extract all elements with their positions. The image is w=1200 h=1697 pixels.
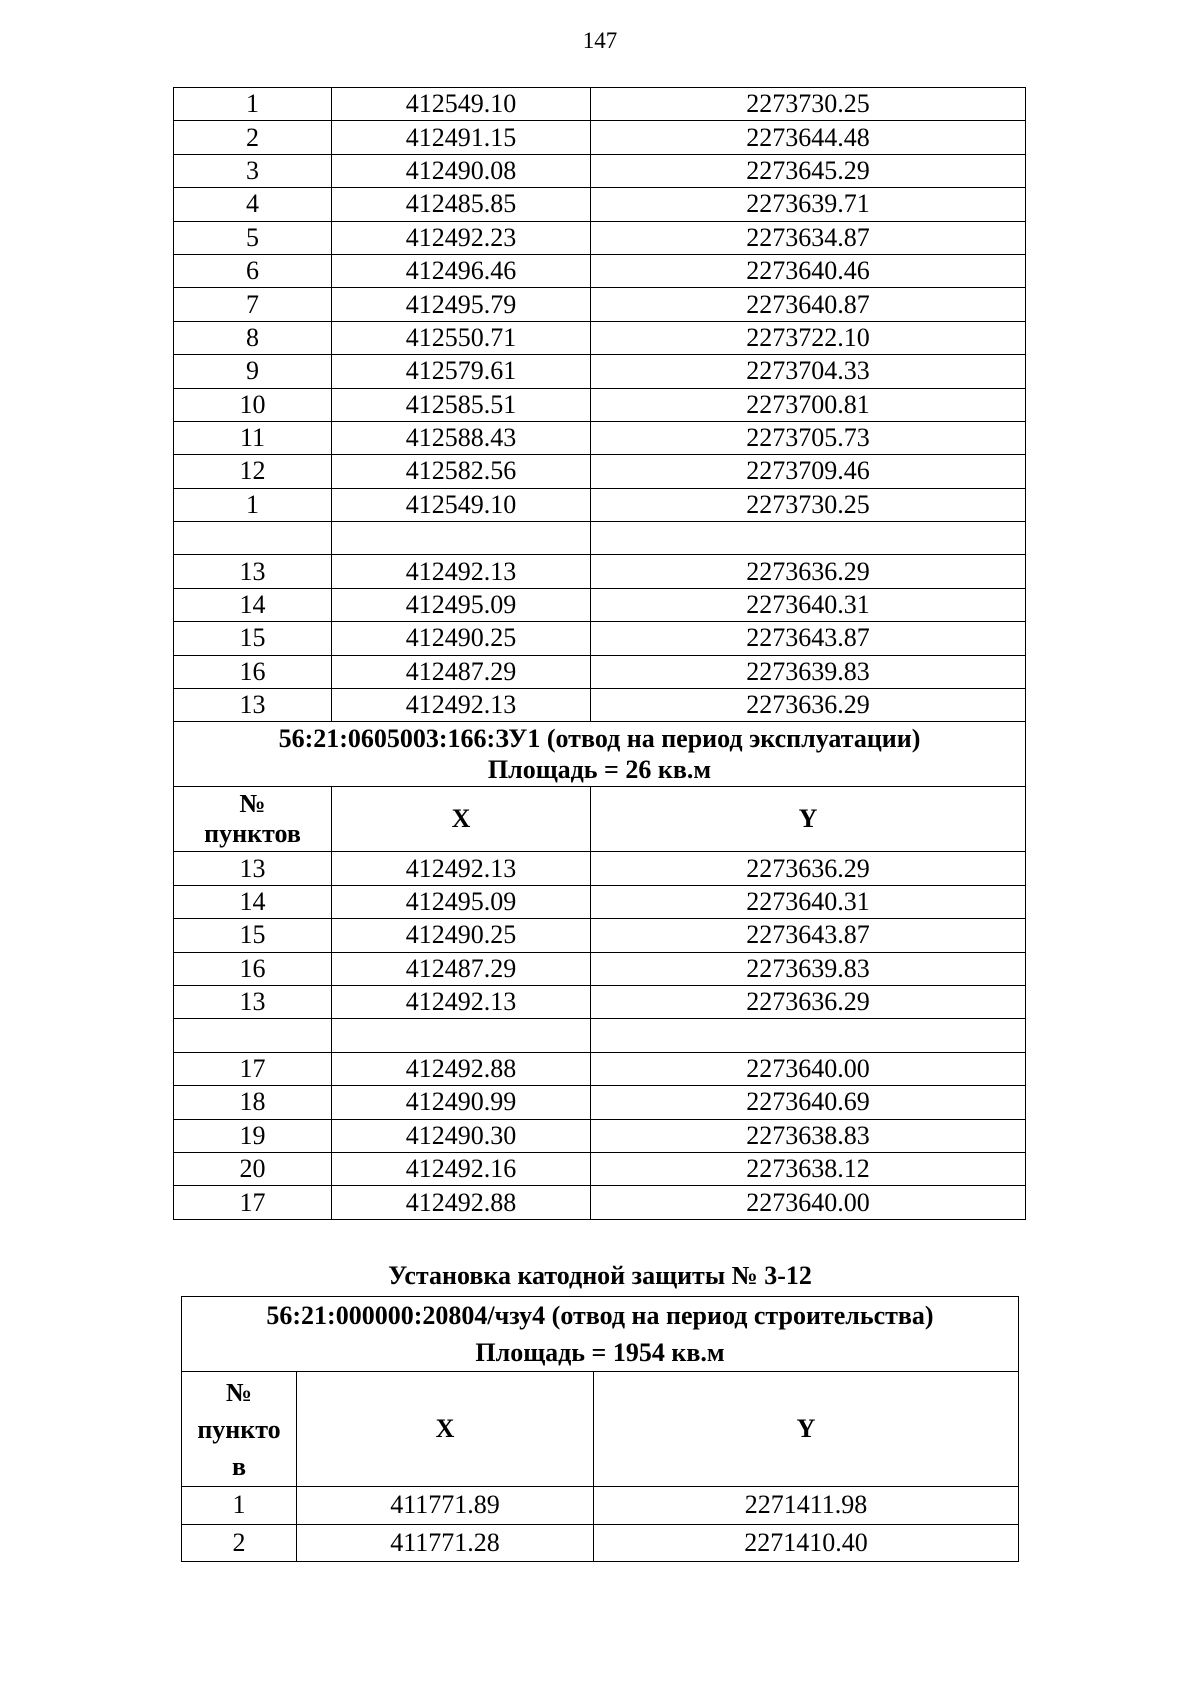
table-row [174,1119,1026,1152]
table2-section-area: Площадь = 1954 кв.м [475,1338,725,1367]
y-cell: 2273638.12 [591,1152,1026,1185]
point-number-cell: 17 [174,1052,332,1085]
table-row [174,555,1026,588]
x-cell: 412495.09 [332,588,591,621]
x-cell: 412492.88 [332,1186,591,1219]
table2-header-n-line1: № [225,1377,253,1407]
table1-section-row [174,722,1026,787]
table2-section-title: 56:21:000000:20804/чзу4 (отвод на период строительства) [266,1301,934,1330]
table-row [182,1487,1019,1525]
table2-header-y: Y [594,1372,1019,1487]
y-cell: 2273730.25 [591,488,1026,521]
y-cell: 2273643.87 [591,919,1026,952]
point-number-cell: 8 [174,321,332,354]
table2-header-n-line3: в [231,1451,247,1481]
x-cell: 412492.13 [332,852,591,885]
table-row [174,1052,1026,1085]
point-number-cell: 4 [174,188,332,221]
table-row [174,1152,1026,1185]
table-row [174,522,1026,555]
point-number-cell: 1 [182,1487,297,1525]
table-row [174,689,1026,722]
x-cell: 412492.23 [332,221,591,254]
y-cell: 2273645.29 [591,154,1026,187]
x-cell: 412485.85 [332,188,591,221]
x-cell: 412491.15 [332,121,591,154]
table1-header-n-line1: № [239,789,266,819]
table-row [182,1524,1019,1562]
table-row [174,254,1026,287]
table1-header-row [174,787,1026,852]
y-cell: 2273636.29 [591,985,1026,1018]
table-row [174,421,1026,454]
x-cell: 412490.99 [332,1086,591,1119]
table-row [174,121,1026,154]
table-row [174,1086,1026,1119]
y-cell: 2273700.81 [591,388,1026,421]
table1-top-rows [174,88,1026,722]
point-number-cell: 20 [174,1152,332,1185]
x-cell: 412549.10 [332,488,591,521]
y-cell [591,522,1026,555]
x-cell: 412492.13 [332,985,591,1018]
point-number-cell: 13 [174,689,332,722]
y-cell: 2273634.87 [591,221,1026,254]
table2-header-row [182,1372,1019,1487]
x-cell: 412490.30 [332,1119,591,1152]
table2-section-row [182,1297,1019,1372]
table-row [174,88,1026,121]
point-number-cell: 5 [174,221,332,254]
table-row [174,488,1026,521]
y-cell: 2271410.40 [594,1524,1019,1562]
point-number-cell: 14 [174,885,332,918]
table2-header-n-line2: пункто [197,1414,281,1444]
y-cell: 2273640.46 [591,254,1026,287]
x-cell [332,522,591,555]
table1-header-n-line2: пунктов [204,819,301,849]
point-number-cell: 15 [174,919,332,952]
point-number-cell: 12 [174,455,332,488]
table-row [174,655,1026,688]
table2-section-cell [182,1297,1019,1372]
point-number-cell: 1 [174,88,332,121]
y-cell: 2273640.87 [591,288,1026,321]
section-heading: Установка катодной защиты № 3-12 [388,1261,812,1290]
table-row [174,455,1026,488]
point-number-cell: 11 [174,421,332,454]
table1-section-title: 56:21:0605003:166:ЗУ1 (отвод на период эксплуатации) [278,724,921,754]
point-number-cell [174,1019,332,1052]
table-row [174,952,1026,985]
point-number-cell: 6 [174,254,332,287]
point-number-cell: 2 [174,121,332,154]
coordinates-table-1 [173,87,1026,1220]
table1-section-cell [174,722,1026,787]
y-cell: 2273709.46 [591,455,1026,488]
point-number-cell: 3 [174,154,332,187]
y-cell: 2273636.29 [591,852,1026,885]
table1-bottom-rows [174,852,1026,1219]
x-cell: 411771.28 [297,1524,594,1562]
table2-header-point-number [182,1372,297,1487]
x-cell: 412490.25 [332,622,591,655]
point-number-cell: 16 [174,655,332,688]
x-cell: 412492.13 [332,689,591,722]
point-number-cell: 10 [174,388,332,421]
y-cell: 2273643.87 [591,622,1026,655]
point-number-cell: 13 [174,852,332,885]
table-row [174,885,1026,918]
y-cell: 2273636.29 [591,689,1026,722]
coordinates-table-2 [181,1296,1019,1562]
y-cell: 2273640.69 [591,1086,1026,1119]
table2-header-x: X [297,1372,594,1487]
point-number-cell: 15 [174,622,332,655]
table2-rows [182,1487,1019,1562]
y-cell: 2273640.31 [591,588,1026,621]
table1-section-area: Площадь = 26 кв.м [487,755,712,785]
table-row [174,288,1026,321]
table-row [174,188,1026,221]
y-cell: 2273640.00 [591,1052,1026,1085]
point-number-cell: 7 [174,288,332,321]
y-cell: 2273640.31 [591,885,1026,918]
table-row [174,588,1026,621]
x-cell: 412585.51 [332,388,591,421]
x-cell: 412490.25 [332,919,591,952]
x-cell: 412495.79 [332,288,591,321]
y-cell: 2273638.83 [591,1119,1026,1152]
point-number-cell: 19 [174,1119,332,1152]
x-cell: 412549.10 [332,88,591,121]
x-cell: 412492.88 [332,1052,591,1085]
table1-header-point-number [174,787,332,852]
point-number-cell: 2 [182,1524,297,1562]
x-cell: 412495.09 [332,885,591,918]
table-row [174,919,1026,952]
table-row [174,1019,1026,1052]
point-number-cell: 1 [174,488,332,521]
y-cell: 2273636.29 [591,555,1026,588]
x-cell: 412492.16 [332,1152,591,1185]
x-cell: 412588.43 [332,421,591,454]
table-row [174,622,1026,655]
y-cell: 2273640.00 [591,1186,1026,1219]
y-cell: 2273722.10 [591,321,1026,354]
y-cell: 2273704.33 [591,355,1026,388]
table-row [174,154,1026,187]
point-number-cell: 13 [174,555,332,588]
point-number-cell: 18 [174,1086,332,1119]
y-cell [591,1019,1026,1052]
table-row [174,388,1026,421]
point-number-cell: 13 [174,985,332,1018]
y-cell: 2273639.83 [591,655,1026,688]
table-row [174,852,1026,885]
point-number-cell: 17 [174,1186,332,1219]
x-cell: 412487.29 [332,952,591,985]
x-cell [332,1019,591,1052]
x-cell: 412550.71 [332,321,591,354]
page-number: 147 [582,28,618,53]
y-cell: 2273644.48 [591,121,1026,154]
table-row [174,985,1026,1018]
y-cell: 2271411.98 [594,1487,1019,1525]
x-cell: 412582.56 [332,455,591,488]
table1-header-x: X [332,787,591,852]
x-cell: 412496.46 [332,254,591,287]
y-cell: 2273639.71 [591,188,1026,221]
x-cell: 411771.89 [297,1487,594,1525]
x-cell: 412579.61 [332,355,591,388]
table1-header-y: Y [591,787,1026,852]
point-number-cell: 9 [174,355,332,388]
point-number-cell: 16 [174,952,332,985]
y-cell: 2273730.25 [591,88,1026,121]
y-cell: 2273705.73 [591,421,1026,454]
x-cell: 412490.08 [332,154,591,187]
x-cell: 412492.13 [332,555,591,588]
point-number-cell: 14 [174,588,332,621]
x-cell: 412487.29 [332,655,591,688]
table-row [174,1186,1026,1219]
table-row [174,221,1026,254]
table-row [174,355,1026,388]
table-row [174,321,1026,354]
point-number-cell [174,522,332,555]
y-cell: 2273639.83 [591,952,1026,985]
